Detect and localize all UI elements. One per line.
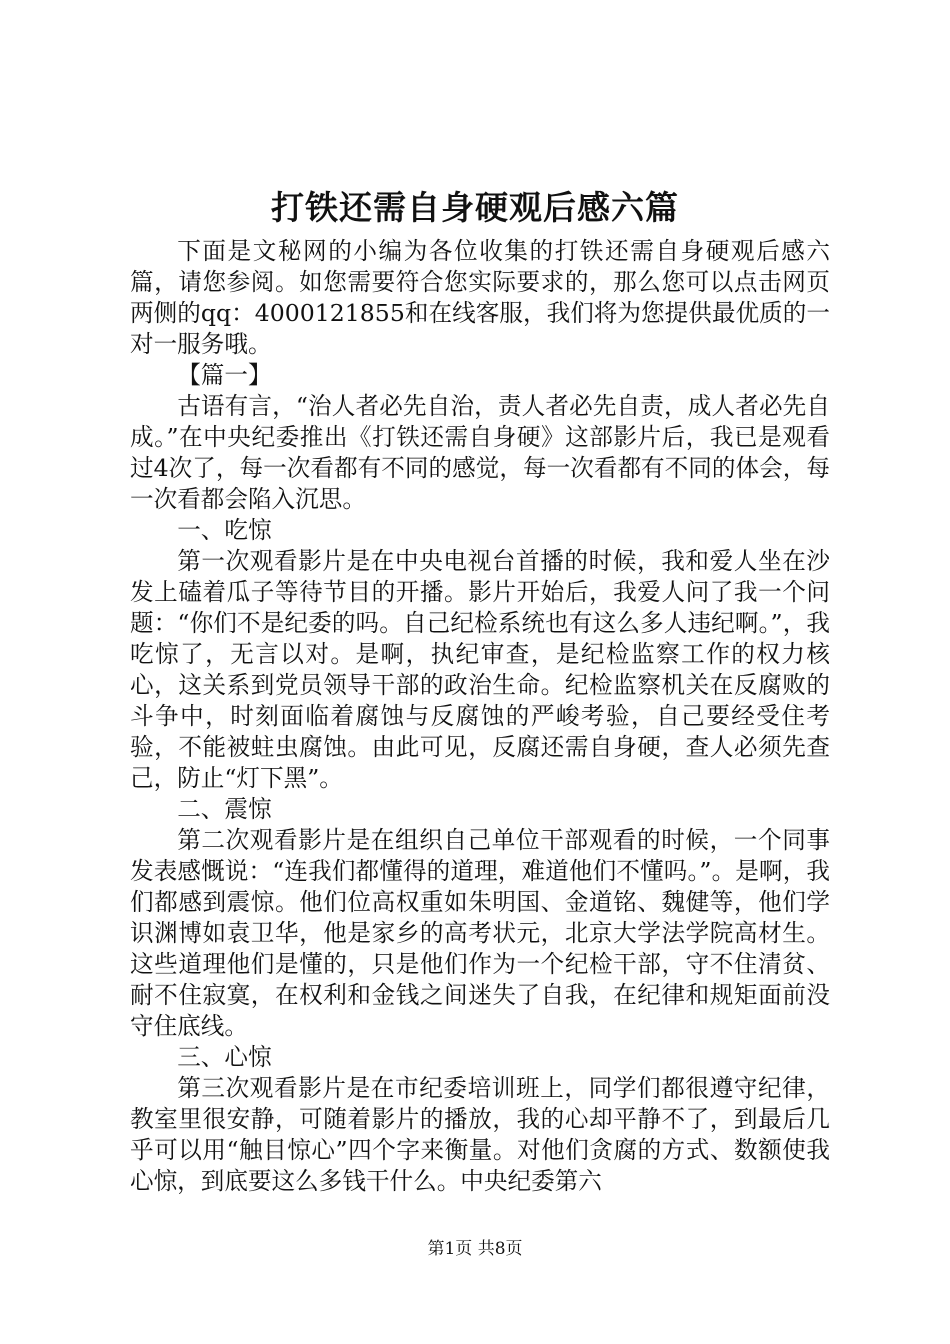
section-heading: 一、吃惊 — [177, 516, 272, 544]
page-footer: 第1页 共8页 — [427, 1239, 523, 1259]
document-body — [130, 236, 830, 1197]
body-paragraph: 古语有言，“治人者必先自治，责人者必先自责，成人者必先自成。”在中央纪委推出《打铁还需自身硬》这部影片后，我已是观看过4次了，每一次看都有不同的感觉，每一次看都有不同的体会，每一次看都会陷入沉思。 — [130, 392, 830, 513]
document-title: 打铁还需自身硬观后感六篇 — [271, 188, 679, 227]
section-heading: 二、震惊 — [177, 795, 272, 823]
body-paragraph: 第三次观看影片是在市纪委培训班上，同学们都很遵守纪律，教室里很安静，可随着影片的播放，我的心却平静不了，到最后几乎可以用“触目惊心”四个字来衡量。对他们贪腐的方式、数额使我心惊，到底要这么多钱干什么。中央纪委第六 — [130, 1074, 830, 1195]
section-heading: 【篇一】 — [177, 361, 272, 389]
section-heading: 三、心惊 — [177, 1043, 272, 1071]
body-paragraph: 第一次观看影片是在中央电视台首播的时候，我和爱人坐在沙发上磕着瓜子等待节目的开播。影片开始后，我爱人问了我一个问题：“你们不是纪委的吗。自己纪检系统也有这么多人违纪啊。”，我吃惊了，无言以对。是啊，执纪审查，是纪检监察工作的权力核心，这关系到党员领导干部的政治生命。纪检监察机关在反腐败的斗争中，时刻面临着腐蚀与反腐蚀的严峻考验，自己要经受住考验，不能被蛀虫腐蚀。由此可见，反腐还需自身硬，查人必须先查己，防止“灯下黑”。 — [130, 547, 830, 792]
intro-paragraph: 下面是文秘网的小编为各位收集的打铁还需自身硬观后感六篇，请您参阅。如您需要符合您实际要求的，那么您可以点击网页两侧的qq：4000121855和在线客服，我们将为您提供最优质的一对一服务哦。 — [130, 237, 830, 358]
body-paragraph: 第二次观看影片是在组织自己单位干部观看的时候，一个同事发表感慨说：“连我们都懂得的道理，难道他们不懂吗。”。是啊，我们都感到震惊。他们位高权重如朱明国、金道铭、魏健等，他们学识渊博如袁卫华，他是家乡的高考状元，北京大学法学院高材生。这些道理他们是懂的，只是他们作为一个纪检干部，守不住清贫、耐不住寂寞，在权利和金钱之间迷失了自我，在纪律和规矩面前没守住底线。 — [130, 826, 830, 1040]
